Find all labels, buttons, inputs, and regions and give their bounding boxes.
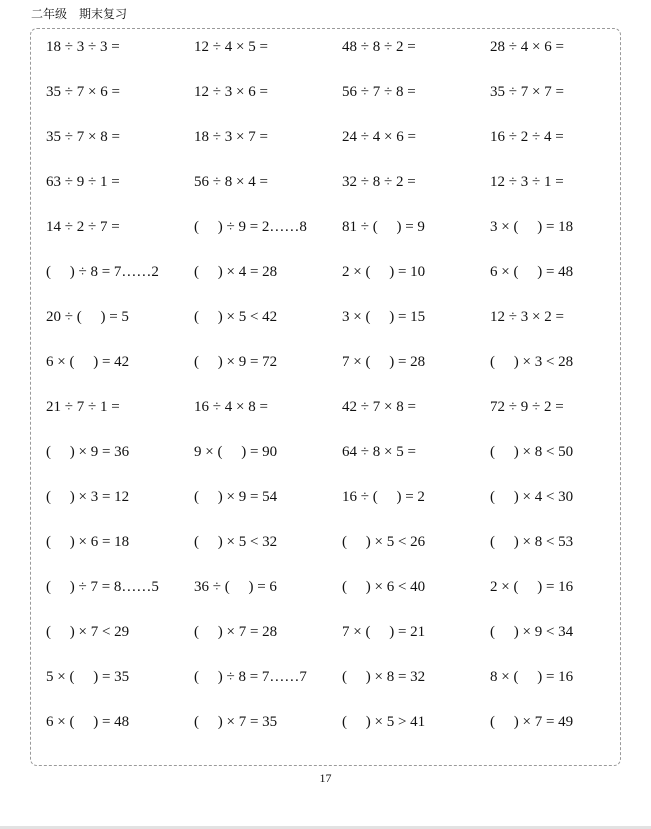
math-problem: ( ) × 3 = 12 [46, 489, 130, 505]
math-problem: 24 ÷ 4 × 6 = [342, 129, 416, 145]
math-problem: ( ) ÷ 7 = 8……5 [46, 579, 159, 595]
math-problem: ( ) × 5 < 42 [194, 309, 278, 325]
math-problem: 20 ÷ ( ) = 5 [46, 309, 129, 325]
math-problem: 56 ÷ 8 × 4 = [194, 174, 268, 190]
math-problem: 5 × ( ) = 35 [46, 669, 130, 685]
math-problem: 6 × ( ) = 42 [46, 354, 130, 370]
math-problem: ( ) × 7 = 49 [490, 714, 574, 730]
math-problem: ( ) × 5 < 26 [342, 534, 426, 550]
math-problem: ( ) × 4 = 28 [194, 264, 278, 280]
math-problem: 42 ÷ 7 × 8 = [342, 399, 416, 415]
math-problem: 16 ÷ 2 ÷ 4 = [490, 129, 564, 145]
math-problem: ( ) × 4 < 30 [490, 489, 574, 505]
math-problem: ( ) × 6 < 40 [342, 579, 426, 595]
math-problem: 56 ÷ 7 ÷ 8 = [342, 84, 416, 100]
math-problem: 48 ÷ 8 ÷ 2 = [342, 39, 416, 55]
math-problem: ( ) × 8 < 53 [490, 534, 574, 550]
math-problem: 2 × ( ) = 10 [342, 264, 426, 280]
math-problem: 2 × ( ) = 16 [490, 579, 574, 595]
worksheet-header: 二年级 期末复习 [31, 7, 128, 21]
math-problem: ( ) × 5 > 41 [342, 714, 426, 730]
problem-grid [46, 25, 640, 745]
math-problem: 16 ÷ 4 × 8 = [194, 399, 268, 415]
math-problem: 8 × ( ) = 16 [490, 669, 574, 685]
math-problem: 12 ÷ 3 ÷ 1 = [490, 174, 564, 190]
math-problem: 72 ÷ 9 ÷ 2 = [490, 399, 564, 415]
math-problem: 81 ÷ ( ) = 9 [342, 219, 425, 235]
math-problem: 9 × ( ) = 90 [194, 444, 278, 460]
math-problem: ( ) × 9 = 72 [194, 354, 278, 370]
math-problem: 28 ÷ 4 × 6 = [490, 39, 564, 55]
page-number: 17 [319, 771, 332, 785]
math-problem: 7 × ( ) = 28 [342, 354, 426, 370]
math-problem: 18 ÷ 3 × 7 = [194, 129, 268, 145]
math-problem: ( ) × 9 = 36 [46, 444, 130, 460]
math-problem: ( ) × 7 = 35 [194, 714, 278, 730]
math-problem: ( ) × 3 < 28 [490, 354, 574, 370]
math-problem: 7 × ( ) = 21 [342, 624, 426, 640]
math-problem: ( ) × 7 < 29 [46, 624, 130, 640]
math-problem: ( ) × 9 = 54 [194, 489, 278, 505]
math-problem: 32 ÷ 8 ÷ 2 = [342, 174, 416, 190]
math-problem: 6 × ( ) = 48 [490, 264, 574, 280]
math-problem: 3 × ( ) = 18 [490, 219, 574, 235]
math-problem: 14 ÷ 2 ÷ 7 = [46, 219, 120, 235]
math-problem: 12 ÷ 4 × 5 = [194, 39, 268, 55]
math-problem: ( ) ÷ 9 = 2……8 [194, 219, 307, 235]
math-problem: 16 ÷ ( ) = 2 [342, 489, 425, 505]
math-problem: 64 ÷ 8 × 5 = [342, 444, 416, 460]
math-problem: 35 ÷ 7 × 6 = [46, 84, 120, 100]
math-problem: 63 ÷ 9 ÷ 1 = [46, 174, 120, 190]
math-problem: ( ) × 8 < 50 [490, 444, 574, 460]
math-problem: 21 ÷ 7 ÷ 1 = [46, 399, 120, 415]
math-problem: 12 ÷ 3 × 6 = [194, 84, 268, 100]
math-problem: ( ) × 9 < 34 [490, 624, 574, 640]
math-problem: ( ) × 8 = 32 [342, 669, 426, 685]
math-problem: ( ) × 5 < 32 [194, 534, 278, 550]
math-problem: 6 × ( ) = 48 [46, 714, 130, 730]
math-problem: 12 ÷ 3 × 2 = [490, 309, 564, 325]
math-problem: 35 ÷ 7 × 8 = [46, 129, 120, 145]
math-problem: ( ) ÷ 8 = 7……2 [46, 264, 159, 280]
math-problem: 18 ÷ 3 ÷ 3 = [46, 39, 120, 55]
math-problem: 35 ÷ 7 × 7 = [490, 84, 564, 100]
math-problem: ( ) ÷ 8 = 7……7 [194, 669, 307, 685]
math-problem: 3 × ( ) = 15 [342, 309, 426, 325]
math-problem: ( ) × 7 = 28 [194, 624, 278, 640]
math-problem: ( ) × 6 = 18 [46, 534, 130, 550]
math-problem: 36 ÷ ( ) = 6 [194, 579, 277, 595]
